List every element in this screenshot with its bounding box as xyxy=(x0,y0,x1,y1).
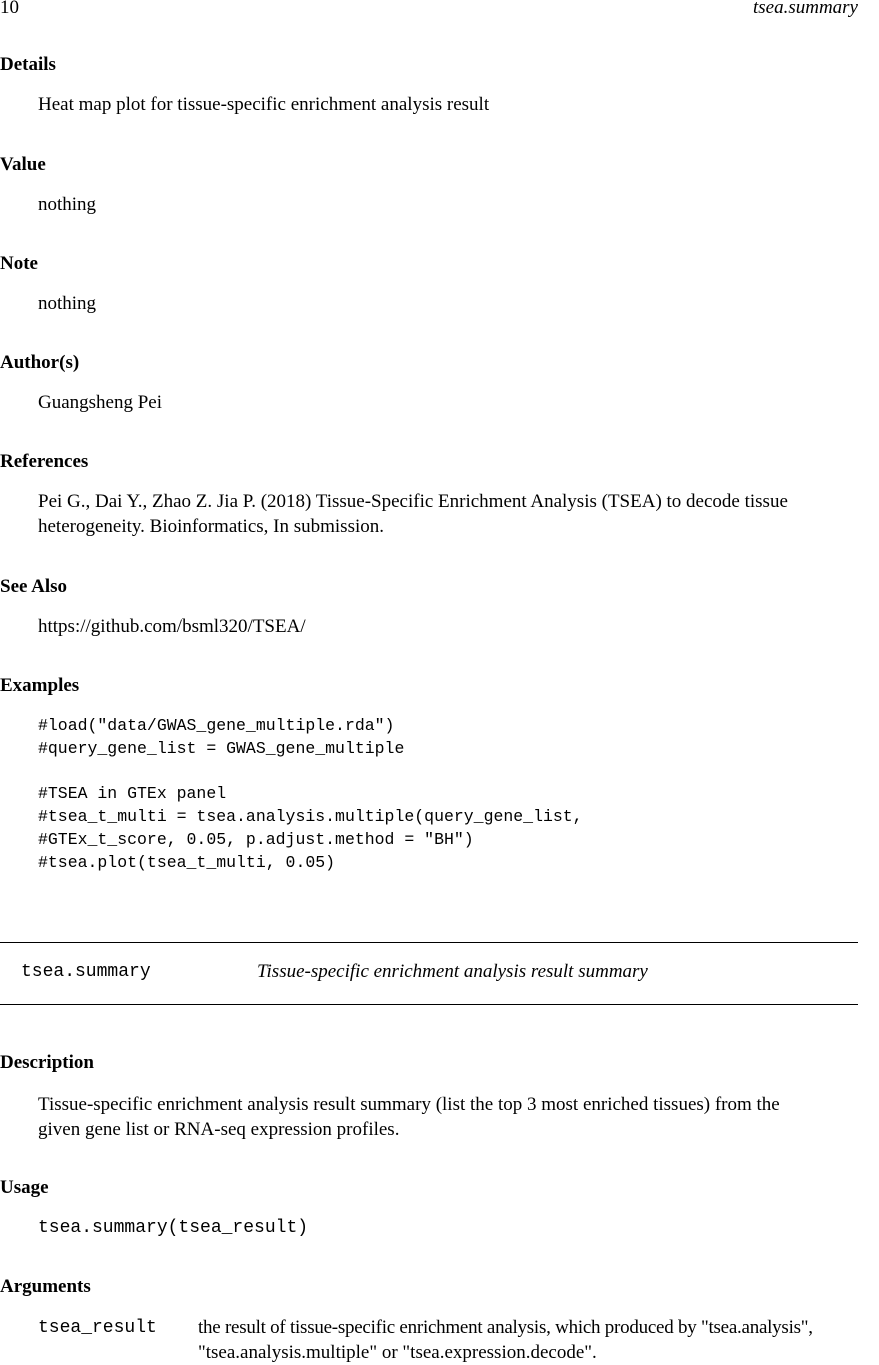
examples-code-line-1: #load("data/GWAS_gene_multiple.rda") xyxy=(38,716,395,735)
see-also-link[interactable]: https://github.com/bsml320/TSEA/ xyxy=(38,616,306,637)
value-text: nothing xyxy=(38,194,97,215)
section-heading-examples: Examples xyxy=(0,675,80,696)
examples-code-line-4: #TSEA in GTEx panel xyxy=(38,784,227,803)
entry-bottom-rule xyxy=(0,1004,858,1005)
section-heading-usage: Usage xyxy=(0,1177,49,1198)
section-heading-details: Details xyxy=(0,54,56,75)
section-heading-see-also: See Also xyxy=(0,576,68,597)
section-heading-arguments: Arguments xyxy=(0,1276,91,1297)
page-number: 10 xyxy=(0,0,19,18)
running-title: tsea.summary xyxy=(752,0,858,18)
entry-top-rule xyxy=(0,942,858,943)
argument-description-line-1: the result of tissue-specific enrichment analysis, which produced by "tsea.analysis", xyxy=(198,1317,813,1338)
references-line-2: heterogeneity. Bioinformatics, In submission. xyxy=(38,516,384,537)
argument-description-line-2: "tsea.analysis.multiple" or "tsea.expression.decode". xyxy=(198,1342,597,1363)
section-heading-authors: Author(s) xyxy=(0,352,80,373)
references-line-1: Pei G., Dai Y., Zhao Z. Jia P. (2018) Tissue-Specific Enrichment Analysis (TSEA) to decode tissue xyxy=(38,491,788,512)
entry-name: tsea.summary xyxy=(21,962,151,982)
author-text: Guangsheng Pei xyxy=(38,392,163,413)
description-line-1: Tissue-specific enrichment analysis result summary (list the top 3 most enriched tissues) from the xyxy=(38,1094,780,1115)
section-heading-references: References xyxy=(0,451,89,472)
argument-name: tsea_result xyxy=(38,1318,157,1338)
details-text: Heat map plot for tissue-specific enrichment analysis result xyxy=(38,94,490,115)
examples-code-line-2: #query_gene_list = GWAS_gene_multiple xyxy=(38,739,405,758)
description-line-2: given gene list or RNA-seq expression profiles. xyxy=(38,1119,400,1140)
entry-title: Tissue-specific enrichment analysis result summary xyxy=(257,961,648,982)
section-heading-value: Value xyxy=(0,154,46,175)
examples-code-line-5: #tsea_t_multi = tsea.analysis.multiple(query_gene_list, xyxy=(38,807,583,826)
section-heading-description: Description xyxy=(0,1052,94,1073)
examples-code-line-7: #tsea.plot(tsea_t_multi, 0.05) xyxy=(38,853,336,872)
examples-code-line-6: #GTEx_t_score, 0.05, p.adjust.method = "BH") xyxy=(38,830,474,849)
section-heading-note: Note xyxy=(0,253,38,274)
usage-code: tsea.summary(tsea_result) xyxy=(38,1218,309,1238)
note-text: nothing xyxy=(38,293,97,314)
